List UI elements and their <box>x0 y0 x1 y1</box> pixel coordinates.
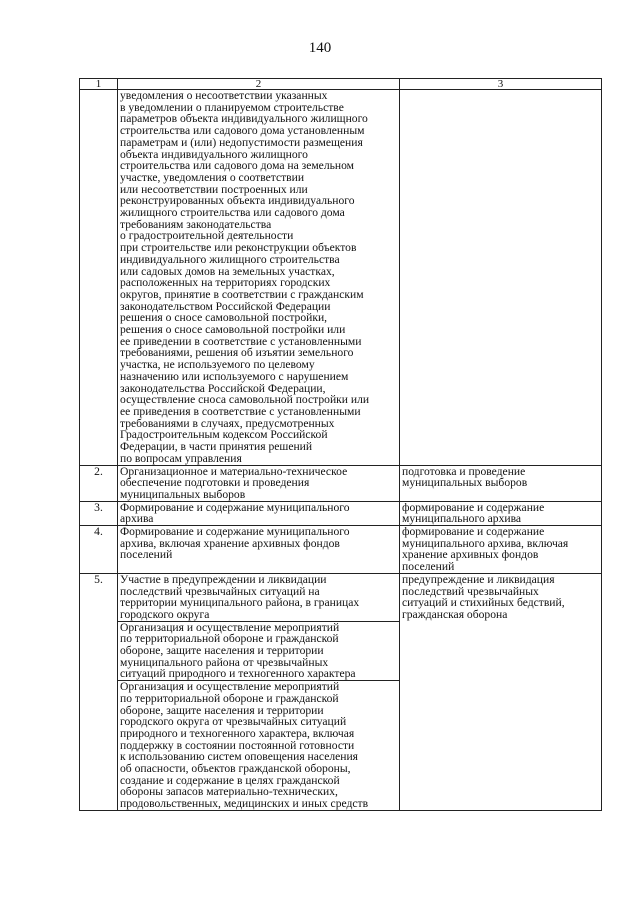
table-row <box>80 526 602 574</box>
text-line: архива, включая хранение архивных фондов <box>120 536 340 550</box>
text-line: по вопросам управления <box>120 451 242 465</box>
row-number: 5. <box>80 573 118 810</box>
text-line: городского округа от чрезвычайных ситуаций <box>120 715 347 729</box>
text-line: территории муниципального района, в границах <box>120 596 360 610</box>
text-line: индивидуального жилищного строительства <box>120 252 340 266</box>
text-line: решения о сносе самовольной постройки, <box>120 311 328 325</box>
text-line: продовольственных, медицинских и иных средств <box>120 797 369 811</box>
authority-block <box>120 90 397 465</box>
text-line: поддержку в состоянии постоянной готовности <box>120 738 355 752</box>
header-col-2: 2 <box>118 79 400 90</box>
text-line: при строительстве или реконструкции объектов <box>120 241 357 255</box>
text-line: округов, принятие в соответствии с гражданским <box>120 287 364 301</box>
text-line: строительства или садового дома на земельном <box>120 159 355 173</box>
text-line: ситуаций и стихийных бедствий, <box>402 596 565 610</box>
authority-block <box>120 502 397 525</box>
text-line: в уведомлении о планируемом строительстве <box>120 100 344 114</box>
text-line: предупреждение и ликвидация <box>402 572 555 586</box>
issue-area-cell <box>400 90 602 466</box>
issue-area-cell <box>400 573 602 810</box>
document-table <box>79 78 602 811</box>
issue-area-cell <box>400 526 602 574</box>
text-line: формирование и содержание <box>402 500 545 514</box>
text-line: муниципального архива, включая <box>402 536 569 550</box>
text-line: или несоответствии построенных или <box>120 182 308 196</box>
text-line: требованиям законодательства <box>120 217 272 231</box>
text-line: к использованию систем оповещения населения <box>120 750 359 764</box>
text-line: гражданская оборона <box>402 607 508 621</box>
authority-block <box>120 526 397 561</box>
text-line: Организация и осуществление мероприятий <box>120 680 340 694</box>
text-line: параметрам и (или) недопустимости размещения <box>120 135 363 149</box>
text-line: последствий чрезвычайных <box>402 584 539 598</box>
text-line: по территориальной обороне и гражданской <box>120 691 339 705</box>
text-line: требованиями в случаях, предусмотренных <box>120 416 335 430</box>
text-line: законодательства Российской Федерации, <box>120 381 326 395</box>
text-line: законодательством Российской Федерации <box>120 299 331 313</box>
text-line: архива <box>120 512 154 526</box>
text-line: муниципальных выборов <box>120 487 246 501</box>
row-number: 3. <box>80 501 118 525</box>
table-header-row <box>80 79 602 90</box>
authority-block <box>118 621 399 681</box>
text-line: объекта индивидуального жилищного <box>120 147 308 161</box>
text-line: обороне, защите населения и территории <box>120 644 324 658</box>
table-body <box>80 79 602 811</box>
text-line: природного и техногенного характера, включая <box>120 726 355 740</box>
text-line: расположенных на территориях городских <box>120 276 331 290</box>
text-line: ее приведении в соответствие с установленными <box>120 334 362 348</box>
text-line: обороне, защите населения и территории <box>120 703 324 717</box>
authority-description-cell <box>118 465 400 501</box>
text-line: о градостроительной деятельности <box>120 229 294 243</box>
text-line: ее приведения в соответствие с установленными <box>120 404 361 418</box>
text-line: Участие в предупреждении и ликвидации <box>120 572 327 586</box>
text-line: поселений <box>120 548 173 562</box>
text-line: Градостроительным кодексом Российской <box>120 428 328 442</box>
text-line: жилищного строительства или садового дома <box>120 206 345 220</box>
authority-description-cell <box>118 526 400 574</box>
text-line: реконструированных объекта индивидуального <box>120 194 355 208</box>
text-line: параметров объекта индивидуального жилищного <box>120 112 368 126</box>
authority-block <box>120 574 397 621</box>
text-line: поселений <box>402 560 455 574</box>
text-line: участка, не используемого по целевому <box>120 358 315 372</box>
authority-description-cell <box>118 573 400 810</box>
text-line: формирование и содержание <box>402 525 545 539</box>
text-line: подготовка и проведение <box>402 464 526 478</box>
header-col-3: 3 <box>400 79 602 90</box>
text-line: уведомления о несоответствии указанных <box>120 89 328 102</box>
header-col-1: 1 <box>80 79 118 90</box>
text-line: Формирование и содержание муниципального <box>120 500 350 514</box>
issue-area-cell <box>400 465 602 501</box>
row-number <box>80 90 118 466</box>
text-line: участке, уведомления о соответствии <box>120 170 305 184</box>
text-line: муниципального архива <box>402 512 522 526</box>
text-line: муниципальных выборов <box>402 476 528 490</box>
text-line: муниципального района от чрезвычайных <box>120 655 329 669</box>
authority-description-cell <box>118 501 400 525</box>
text-line: об опасности, объектов гражданской обороны, <box>120 762 351 776</box>
table-row <box>80 501 602 525</box>
text-line: создание и содержание в целях гражданской <box>120 773 340 787</box>
text-line: Формирование и содержание муниципального <box>120 525 350 539</box>
text-line: обеспечение подготовки и проведения <box>120 476 310 490</box>
issue-area-cell <box>400 501 602 525</box>
text-line: или садовых домов на земельных участках, <box>120 264 335 278</box>
text-line: Организация и осуществление мероприятий <box>120 620 340 634</box>
text-line: строительства или садового дома установленным <box>120 124 365 138</box>
authority-block <box>120 466 397 501</box>
text-line: обороны запасов материально-технических, <box>120 785 338 799</box>
table-row <box>80 573 602 810</box>
authority-block <box>118 680 399 810</box>
text-line: требованиями, решения об изъятии земельного <box>120 346 354 360</box>
text-line: решения о сносе самовольной постройки или <box>120 323 346 337</box>
authority-description-cell <box>118 90 400 466</box>
row-number: 2. <box>80 465 118 501</box>
text-line: хранение архивных фондов <box>402 548 539 562</box>
text-line: Организационное и материально-техническое <box>120 464 348 478</box>
text-line: последствий чрезвычайных ситуаций на <box>120 584 320 598</box>
table-row <box>80 90 602 466</box>
text-line: назначению или используемого с нарушением <box>120 369 349 383</box>
row-number: 4. <box>80 526 118 574</box>
text-line: осуществление сноса самовольной постройки или <box>120 393 370 407</box>
table-row <box>80 465 602 501</box>
text-line: городского округа <box>120 607 210 621</box>
page-number: 140 <box>308 40 332 56</box>
text-line: по территориальной обороне и гражданской <box>120 632 339 646</box>
text-line: ситуаций природного и техногенного характера <box>120 667 356 681</box>
text-line: Федерации, в части принятия решений <box>120 440 313 454</box>
